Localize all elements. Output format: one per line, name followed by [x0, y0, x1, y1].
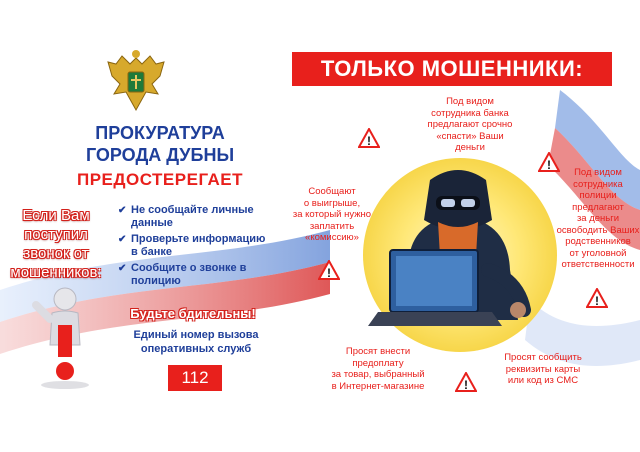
- scheme-line: предлагают срочно: [427, 119, 513, 130]
- organization-title-line2: ГОРОДА ДУБНЫ: [85, 145, 235, 165]
- scheme-card-details: [488, 352, 598, 387]
- organization-title: [60, 122, 260, 166]
- scheme-line: ответственности: [561, 259, 635, 270]
- scheme-line: за товар, выбранный: [331, 369, 425, 380]
- organization-title-line1: ПРОКУРАТУРА: [95, 123, 225, 143]
- scheme-line: деньги: [455, 142, 485, 153]
- exclamation-person-icon: [30, 285, 100, 395]
- warning-heading: ПРЕДОСТЕРЕГАЕТ: [76, 170, 244, 189]
- scheme-line: «комиссию»: [305, 232, 359, 243]
- scam-call-caption-line3: звонок от: [23, 245, 89, 262]
- be-vigilant-slogan: Будьте бдительны!: [130, 306, 256, 321]
- warning-icon: [358, 128, 380, 148]
- scheme-line: или код из СМС: [507, 375, 579, 386]
- scheme-line: Под видом: [574, 167, 622, 178]
- scheme-line: Просят сообщить: [504, 352, 582, 363]
- scheme-line: в Интернет-магазине: [331, 380, 425, 392]
- page-title: ТОЛЬКО МОШЕННИКИ:: [292, 52, 612, 86]
- warning-icon: [586, 288, 608, 308]
- warning-icon: [318, 260, 340, 280]
- scheme-line: Сообщают: [308, 186, 356, 197]
- svg-text:!: !: [595, 294, 599, 308]
- advice-text: Сообщите о звонке в полицию: [131, 262, 247, 287]
- scheme-bank-employee: [410, 96, 530, 154]
- advice-text: Не сообщайте личные данные: [131, 204, 254, 229]
- scam-call-caption-line4: мошенников:: [10, 264, 102, 281]
- scheme-line: полиции: [579, 190, 617, 201]
- scheme-line: родственников: [565, 236, 631, 247]
- list-item: [118, 262, 268, 288]
- checkmark-icon: ✔: [118, 263, 127, 274]
- emergency-caption-line2: оперативных служб: [140, 343, 252, 355]
- scheme-line: освободить Ваших: [556, 224, 640, 236]
- scheme-line: предлагают: [572, 201, 624, 213]
- warning-icon: [455, 372, 477, 392]
- emergency-caption-line1: Единый номер вызова: [133, 329, 259, 341]
- scheme-line: сотрудника: [573, 178, 623, 190]
- scheme-line: сотрудника банка: [431, 107, 509, 119]
- list-item: [118, 233, 268, 259]
- scheme-line: предоплату: [352, 357, 404, 369]
- advice-list: [118, 204, 268, 291]
- scheme-line: о выигрыше,: [303, 197, 361, 209]
- scheme-line: реквизиты карты: [505, 363, 581, 375]
- scheme-line: за который нужно: [292, 209, 372, 220]
- scam-call-caption-line1: Если Вам: [22, 207, 90, 224]
- emergency-caption: [118, 328, 274, 356]
- emergency-number: 112: [168, 365, 222, 391]
- list-item: [118, 204, 268, 230]
- svg-text:!: !: [327, 266, 331, 280]
- scheme-line: заплатить: [309, 220, 355, 232]
- checkmark-icon: ✔: [118, 234, 127, 245]
- scheme-line: за деньги: [576, 213, 620, 224]
- scam-call-caption-line2: поступил: [24, 226, 88, 243]
- svg-text:!: !: [547, 158, 551, 172]
- svg-text:!: !: [464, 378, 468, 392]
- scheme-line: «спасти» Ваши: [436, 130, 504, 142]
- hacker-illustration: [368, 160, 548, 350]
- scheme-line: Под видом: [446, 96, 494, 107]
- scheme-line: Просят внести: [345, 346, 411, 357]
- advice-text: Проверьте информацию в банке: [131, 233, 266, 258]
- coat-of-arms-emblem: [106, 50, 166, 116]
- checkmark-icon: ✔: [118, 205, 127, 216]
- scheme-online-prepayment: [318, 346, 438, 392]
- scheme-police-officer: [556, 167, 640, 271]
- svg-text:!: !: [367, 134, 371, 148]
- scam-call-caption: [2, 206, 110, 282]
- scheme-line: от уголовной: [569, 247, 627, 259]
- scheme-prize-commission: [282, 186, 382, 244]
